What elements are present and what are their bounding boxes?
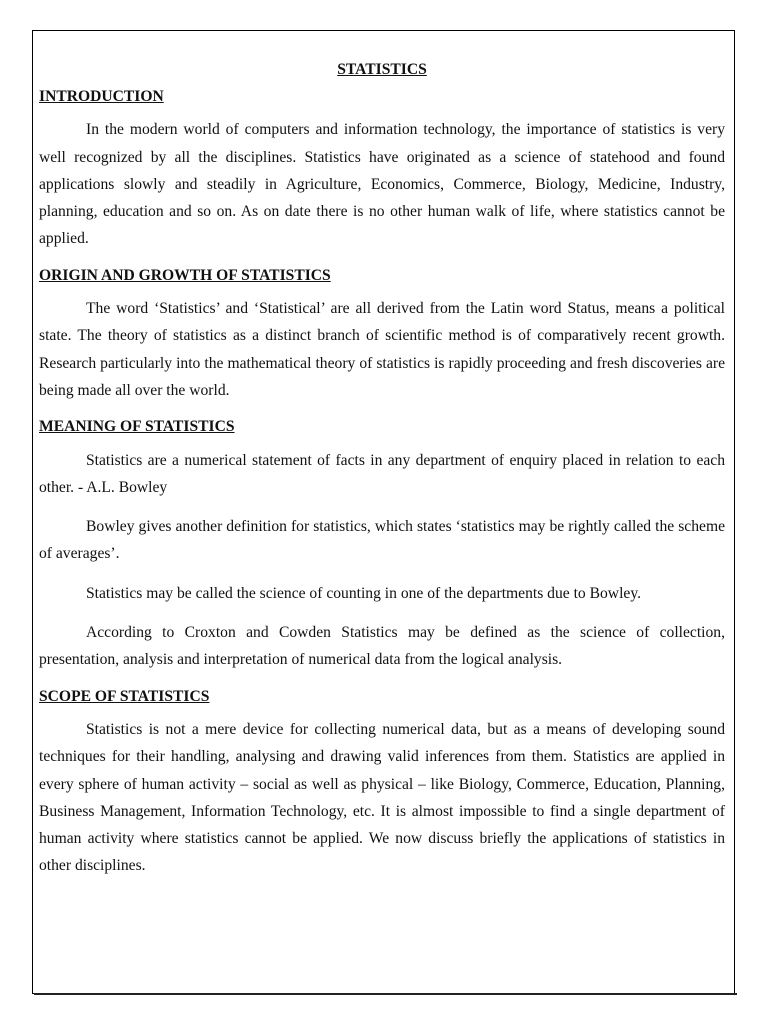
paragraph-meaning-counting: Statistics may be called the science of counting in one of the departments due to Bowley. (86, 584, 642, 602)
paragraph-scope: Statistics is not a mere device for collecting numerical data, but as a means of developing sound techniques for their handling, analysing and drawing valid inferences from them. Statistics are applied in every sphere of human activity – social as well as physical – like Biology, Commerce, Education, Planning, Business Management, Information Technology, etc. It is almost impossible to find a single department of human activity where statistics cannot be applied. We now discuss briefly the applications of statistics in other disciplines. (39, 720, 725, 875)
page-content (39, 56, 725, 880)
paragraph-meaning-averages: Bowley gives another definition for statistics, which states ‘statistics may be rightly called the scheme of averages’. (39, 518, 725, 563)
heading-introduction: INTRODUCTION (39, 88, 164, 105)
paragraph-meaning-croxton-cowden: According to Croxton and Cowden Statistics may be defined as the science of collection, presentation, analysis and interpretation of numerical data from the logical analysis. (39, 624, 725, 669)
heading-origin-and-growth: ORIGIN AND GROWTH OF STATISTICS (39, 266, 331, 284)
heading-scope: SCOPE OF STATISTICS (39, 687, 210, 705)
page-bottom-border (34, 993, 737, 995)
heading-meaning: MEANING OF STATISTICS (39, 418, 235, 436)
paragraph-meaning-bowley: Statistics are a numerical statement of facts in any department of enquiry placed in relation to each other. - A.L. Bowley (39, 451, 725, 496)
paragraph-origin-and-growth: The word ‘Statistics’ and ‘Statistical’ are all derived from the Latin word Status, means a political state. The theory of statistics as a distinct branch of scientific method is of comparatively recent growth. Research particularly into the mathematical theory of statistics is rapidly proceeding and fresh discoveries are being made all over the world. (39, 300, 725, 399)
document-title: STATISTICS (337, 61, 427, 78)
document-page (32, 30, 735, 994)
paragraph-introduction: In the modern world of computers and information technology, the importance of statistics is very well recognized by all the disciplines. Statistics have originated as a science of statehood and found applications slowly and steadily in Agriculture, Economics, Commerce, Biology, Medicine, Industry, planning, education and so on. As on date there is no other human walk of life, where statistics cannot be applied. (39, 121, 725, 248)
